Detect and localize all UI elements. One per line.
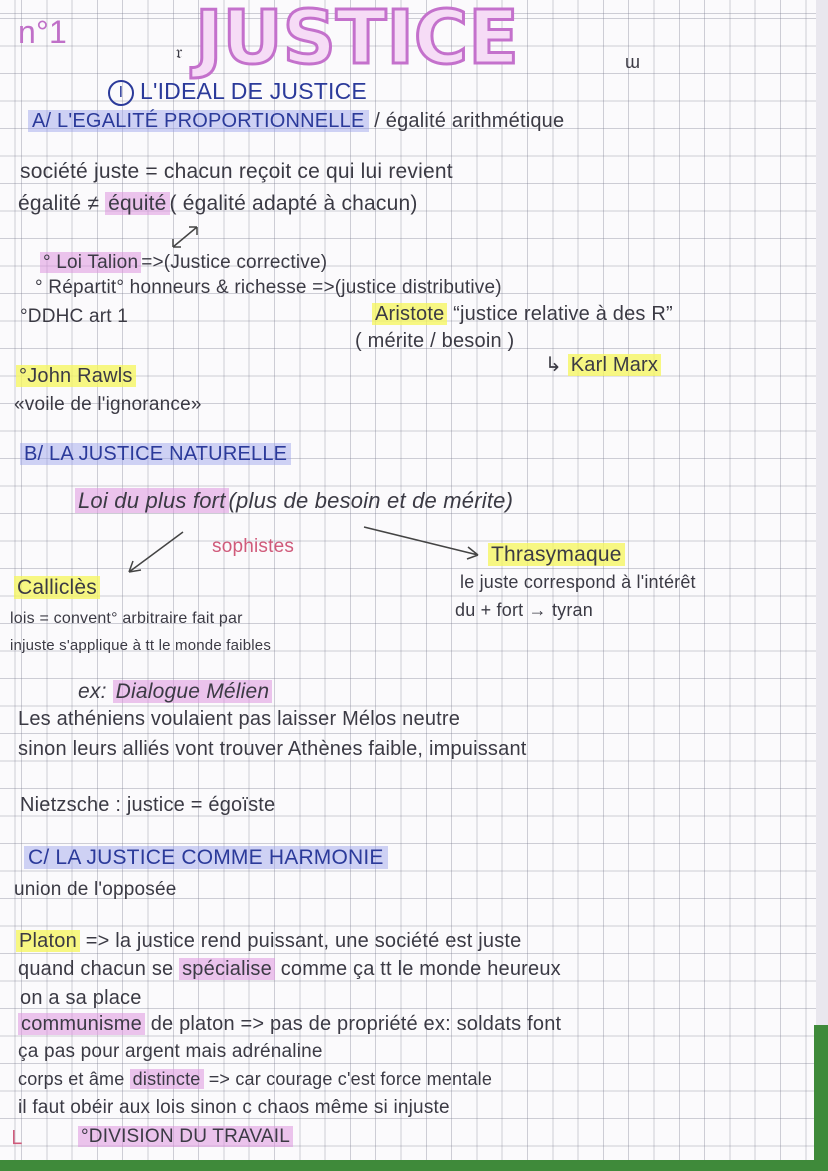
text-line	[16, 930, 522, 953]
text: corps et âme	[18, 1069, 125, 1089]
highlight-rawls: °John Rawls	[16, 365, 136, 387]
page-title: JUSTICE	[195, 0, 519, 81]
text-line	[78, 1126, 293, 1148]
highlight-communisme: communisme	[18, 1013, 145, 1035]
text-line	[75, 488, 513, 513]
highlight-distincte: distincte	[130, 1069, 204, 1089]
text: de platon => pas de propriété ex: soldats font	[150, 1013, 562, 1035]
highlight-dialogue: Dialogue Mélien	[113, 680, 273, 703]
section-c-heading	[24, 846, 388, 870]
text-line	[372, 303, 673, 326]
text: égalité ≠	[18, 192, 100, 215]
text: => la justice rend puissant, une société est juste	[85, 930, 522, 952]
text-line: du + fort → tyran	[455, 600, 593, 620]
text: “justice relative à des R”	[453, 303, 673, 325]
text-line	[16, 365, 136, 388]
text-line	[488, 543, 625, 567]
text-line: sinon leurs alliés vont trouver Athènes faible, impuissant	[18, 738, 527, 760]
double-arrow-icon	[170, 224, 200, 250]
section-a-subtitle: / égalité arithmétique	[374, 110, 565, 132]
text: quand chacun se	[18, 958, 174, 980]
text-line: °DDHC art 1	[20, 306, 128, 327]
text: => car courage c'est force mentale	[208, 1069, 493, 1089]
sophistes-label: sophistes	[212, 536, 295, 557]
text: comme ça tt le monde heureux	[280, 958, 561, 980]
section-a-title: A/ L'EGALITÉ PROPORTIONNELLE	[28, 110, 369, 132]
highlight-specialise: spécialise	[179, 958, 275, 980]
highlight-loi-plus-fort: Loi du plus fort	[75, 488, 229, 513]
green-background	[814, 1025, 828, 1171]
section-a-heading	[28, 110, 564, 133]
text: ex:	[78, 680, 107, 703]
text-line: ça pas pour argent mais adrénaline	[18, 1041, 323, 1062]
part-title-text: L'IDEAL DE JUSTICE	[140, 78, 367, 104]
highlight-thrasymaque: Thrasymaque	[488, 543, 625, 566]
text-line	[40, 252, 327, 274]
text-line: ( mérite / besoin )	[355, 330, 515, 352]
text-line: lois = convent° arbitraire fait par	[10, 610, 243, 627]
text-line	[14, 576, 100, 600]
text-line: union de l'opposée	[14, 879, 177, 900]
note-number: n°1	[18, 14, 67, 50]
doodle-left: 𝔯	[176, 42, 183, 62]
doodle-right: ɯ	[625, 52, 641, 72]
text-line	[545, 354, 661, 377]
text-line	[18, 1069, 492, 1090]
text-line: société juste = chacun reçoit ce qui lui revient	[20, 160, 453, 183]
arrow-icon	[362, 525, 482, 560]
corner-arrow-icon: └	[6, 1130, 22, 1155]
highlight-aristote: Aristote	[372, 303, 447, 325]
highlight-callicles: Calliclès	[14, 576, 100, 599]
green-background-bottom	[0, 1160, 828, 1171]
arrow-icon	[125, 530, 185, 575]
arrow-icon: ↳	[545, 354, 568, 376]
text-line: injuste s'applique à tt le monde faibles	[10, 637, 272, 654]
text-line	[18, 1013, 561, 1036]
page-edge	[816, 0, 828, 1171]
highlight-platon: Platon	[16, 930, 80, 952]
part-numeral: I	[108, 80, 134, 106]
text-line: on a sa place	[20, 987, 142, 1009]
text-line: Les athéniens voulaient pas laisser Mélos neutre	[18, 708, 461, 730]
text-line: le juste correspond à l'intérêt	[460, 572, 696, 592]
highlight-loi-talion: ° Loi Talion	[40, 252, 141, 273]
text-line	[18, 192, 418, 216]
highlight-equite: équité	[105, 192, 169, 215]
text-line: il faut obéir aux lois sinon c chaos même si injuste	[18, 1097, 450, 1118]
text-line	[18, 958, 561, 981]
section-b-heading	[20, 443, 291, 466]
text: =>(Justice corrective)	[141, 252, 328, 273]
text-line: Nietzsche : justice = égoïste	[20, 794, 276, 816]
part-title	[108, 78, 367, 106]
highlight-division-travail: °DIVISION DU TRAVAIL	[78, 1126, 293, 1147]
text: ( égalité adapté à chacun)	[169, 192, 418, 215]
section-b-title: B/ LA JUSTICE NATURELLE	[20, 443, 291, 465]
text-line: ° Répartit° honneurs & richesse =>(justice distributive)	[35, 277, 502, 298]
text-line	[78, 680, 272, 704]
highlight-marx: Karl Marx	[568, 354, 661, 376]
text-line: «voile de l'ignorance»	[14, 394, 202, 415]
text: (plus de besoin et de mérite)	[228, 488, 514, 513]
section-c-title: C/ LA JUSTICE COMME HARMONIE	[24, 846, 388, 869]
